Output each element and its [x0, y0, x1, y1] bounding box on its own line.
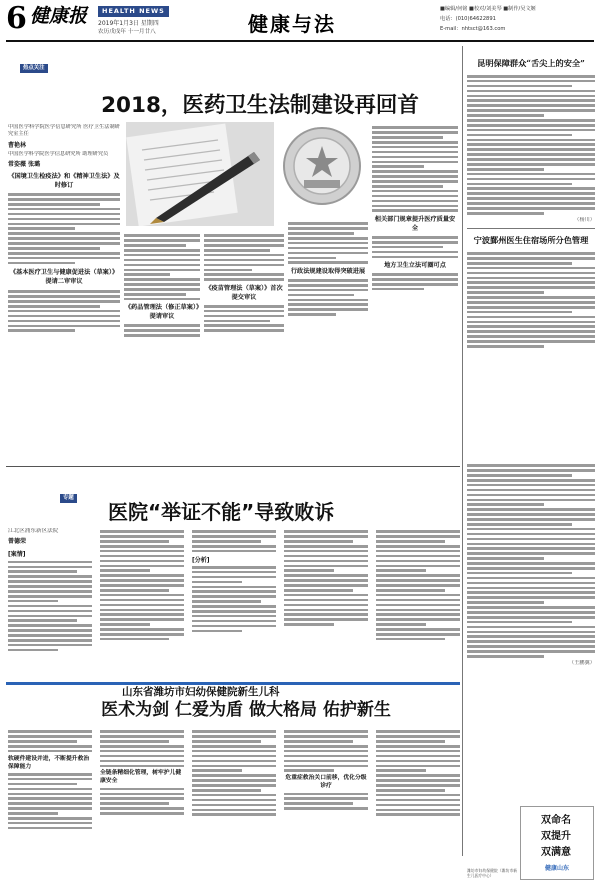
lead-body-2	[8, 290, 120, 332]
feature-byline-org: 江北区浦东新区法院	[8, 528, 59, 534]
feature-col-3	[192, 528, 276, 634]
feature-col-1	[8, 528, 92, 654]
lead-col-4	[288, 150, 368, 350]
feature-top-rule	[6, 466, 460, 467]
hospital-col-4	[284, 728, 368, 812]
hospital-kicker: 山东省潍坊市妇幼保健院新生儿科	[122, 686, 280, 698]
pen-on-document-image	[126, 122, 274, 226]
lead-subhead-6: 相关部门规章提升医疗质量安全	[374, 216, 456, 233]
hospital-subhead-3: 危重症救治关口前移，优化分级诊疗	[285, 775, 367, 790]
lead-body-1	[8, 193, 120, 264]
promo-box	[520, 806, 594, 880]
feature-col-4	[284, 528, 368, 628]
lead-photo	[126, 122, 274, 226]
lead-headline: 2018，医药卫生法制建设再回首	[101, 93, 419, 118]
right-column-lower	[467, 462, 595, 762]
right-byline-1: （杨川）	[574, 216, 595, 223]
hospital-col-5	[376, 728, 460, 818]
promo-brand: 健康山东	[544, 865, 569, 872]
promo-line-1: 双命名	[541, 815, 571, 826]
lead-kicker: 热点关注	[20, 64, 48, 73]
contact-editors: ■编辑/何铭 ■校对/刘美琴 ■制作/吴文姬	[440, 6, 536, 12]
section-title: 健康与法	[248, 12, 336, 36]
right-story-1-title: 昆明保障群众“舌尖上的安全”	[477, 58, 585, 68]
feature-headline: 医院“举证不能”导致败诉	[108, 500, 335, 524]
lead-subhead-2: 《基本医疗卫生与健康促进法（草案）》提请二审审议	[9, 269, 119, 286]
lead-byline-org: 中国医学科学院医学信息研究所 医疗卫生法制研究室主任	[8, 124, 120, 138]
right-story-2-title: 宁波鄞州医生住宿场所分色管理	[473, 235, 589, 246]
lead-subhead-1: 《国境卫生检疫法》和《精神卫生法》及时修订	[8, 173, 120, 190]
hospital-subhead-2: 全链条精细化管理，树牢护儿健康安全	[100, 770, 182, 785]
lead-byline-name: 曹艳林	[8, 141, 27, 149]
contact-email: E-mail：nhtsct@163.com	[440, 26, 506, 32]
feature-byline-name: 曾德荣	[8, 538, 27, 546]
lead-column-divider	[462, 46, 463, 856]
lead-col-2	[124, 232, 200, 350]
hospital-headline: 医术为剑 仁爱为盾 做大格局 佑护新生	[101, 700, 391, 720]
masthead	[0, 0, 600, 44]
lead-col-5	[372, 124, 458, 350]
hospital-col-1	[8, 728, 92, 832]
hospital-body	[8, 728, 460, 878]
lead-byline-name2: 常姿薇 张璐	[8, 161, 41, 169]
lead-subhead-3: 《药品管理法（修正草案）》提请审议	[124, 304, 200, 321]
section-en: HEALTH NEWS	[98, 6, 169, 17]
paper-name: 健康报	[30, 5, 88, 27]
hospital-col-3	[192, 728, 276, 818]
hospital-col-2	[100, 728, 184, 817]
lead-byline-org2: 中国医学科学院医学信息研究所 助理研究员	[8, 150, 109, 157]
feature-col-5	[376, 528, 460, 643]
lead-subhead-5: 行政法规建设取得突破进展	[290, 268, 366, 276]
right-byline-2: （王鹏翼）	[569, 659, 595, 666]
issue-date: 2019年1月3日 星期四	[98, 20, 159, 27]
feature-col-2	[100, 528, 184, 643]
promo-line-2: 双提升	[541, 831, 571, 842]
page-number: 6	[6, 1, 27, 36]
lead-col-3	[204, 232, 284, 350]
right-column	[467, 48, 595, 458]
feature-case-label: [案情]	[8, 551, 26, 559]
lead-col-1	[8, 124, 120, 354]
masthead-rule	[6, 40, 594, 42]
lunar-date: 农历戊戌年 十一月廿八	[98, 29, 156, 35]
lead-subhead-7: 地方卫生立法可圈可点	[384, 262, 446, 270]
lead-subhead-4: 《疫苗管理法（草案）》首次提交审议	[205, 284, 283, 301]
promo-note: 潍坊市妇幼保健院（潍坊市新生儿医疗中心）	[467, 868, 517, 878]
feature-kicker: 专题	[60, 494, 77, 503]
promo-line-3: 双满意	[541, 847, 571, 858]
hospital-subhead-1: 软硬件建设并进，不断提升救治保障能力	[8, 755, 90, 770]
contact-phone: 电话：(010)64622891	[440, 16, 496, 22]
feature-analysis-label: [分析]	[192, 556, 210, 564]
